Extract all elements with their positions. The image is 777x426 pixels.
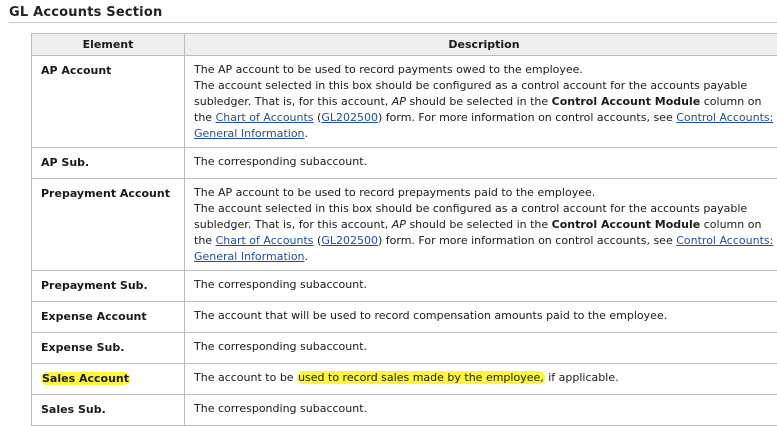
column-header-description: Description [185,34,777,56]
element-name [32,364,185,395]
element-description: The corresponding subaccount. [185,333,777,364]
control-accounts-link[interactable]: Control Accounts: General Information [194,111,773,140]
table-row-prepayment-account [32,179,777,271]
table-row-prepayment-sub [32,271,777,302]
element-description: The corresponding subaccount. [185,148,777,179]
element-name: Prepayment Sub. [32,271,185,302]
control-accounts-link[interactable]: Control Accounts: General Information [194,234,773,263]
element-name: Expense Account [32,302,185,333]
element-name: AP Account [32,56,185,148]
gl202500-link[interactable]: GL202500 [321,234,378,247]
element-name: Sales Sub. [32,395,185,426]
gl-accounts-table [31,33,777,426]
element-name: Expense Sub. [32,333,185,364]
gl202500-link[interactable]: GL202500 [321,111,378,124]
chart-of-accounts-link[interactable]: Chart of Accounts [216,111,314,124]
table-row-expense-sub [32,333,777,364]
control-account-note: The account selected in this box should be configured as a control account for the accounts payable subledger. That is, for this account, AP should be selected in the Control Account Module column on the Chart of Accounts (GL202500) form. For more information on control accounts, see Control Accounts: General Information. [194,78,775,142]
element-description: The account that will be used to record compensation amounts paid to the employee. [185,302,777,333]
column-header-element: Element [32,34,185,56]
control-account-note: The account selected in this box should be configured as a control account for the accounts payable subledger. That is, for this account, AP should be selected in the Control Account Module column on the Chart of Accounts (GL202500) form. For more information on control accounts, see Control Accounts: General Information. [194,201,775,265]
table-row-ap-sub [32,148,777,179]
section-title: GL Accounts Section [9,5,162,20]
table-row-sales-sub [32,395,777,426]
section-divider [9,22,777,23]
table-header-row [32,34,777,56]
element-description: The corresponding subaccount. [185,395,777,426]
description-line: The AP account to be used to record payments owed to the employee. [194,62,775,78]
highlighted-text: used to record sales made by the employee, [297,371,545,384]
chart-of-accounts-link[interactable]: Chart of Accounts [216,234,314,247]
table-row-sales-account [32,364,777,395]
table-row-expense-account [32,302,777,333]
element-name: AP Sub. [32,148,185,179]
element-description: The account to be used to record sales made by the employee, if applicable. [185,364,777,395]
element-description [185,56,777,148]
highlighted-element-name: Sales Account [41,372,130,385]
table-row-ap-account [32,56,777,148]
element-description [185,179,777,271]
element-name: Prepayment Account [32,179,185,271]
description-line: The AP account to be used to record prepayments paid to the employee. [194,185,775,201]
element-description: The corresponding subaccount. [185,271,777,302]
